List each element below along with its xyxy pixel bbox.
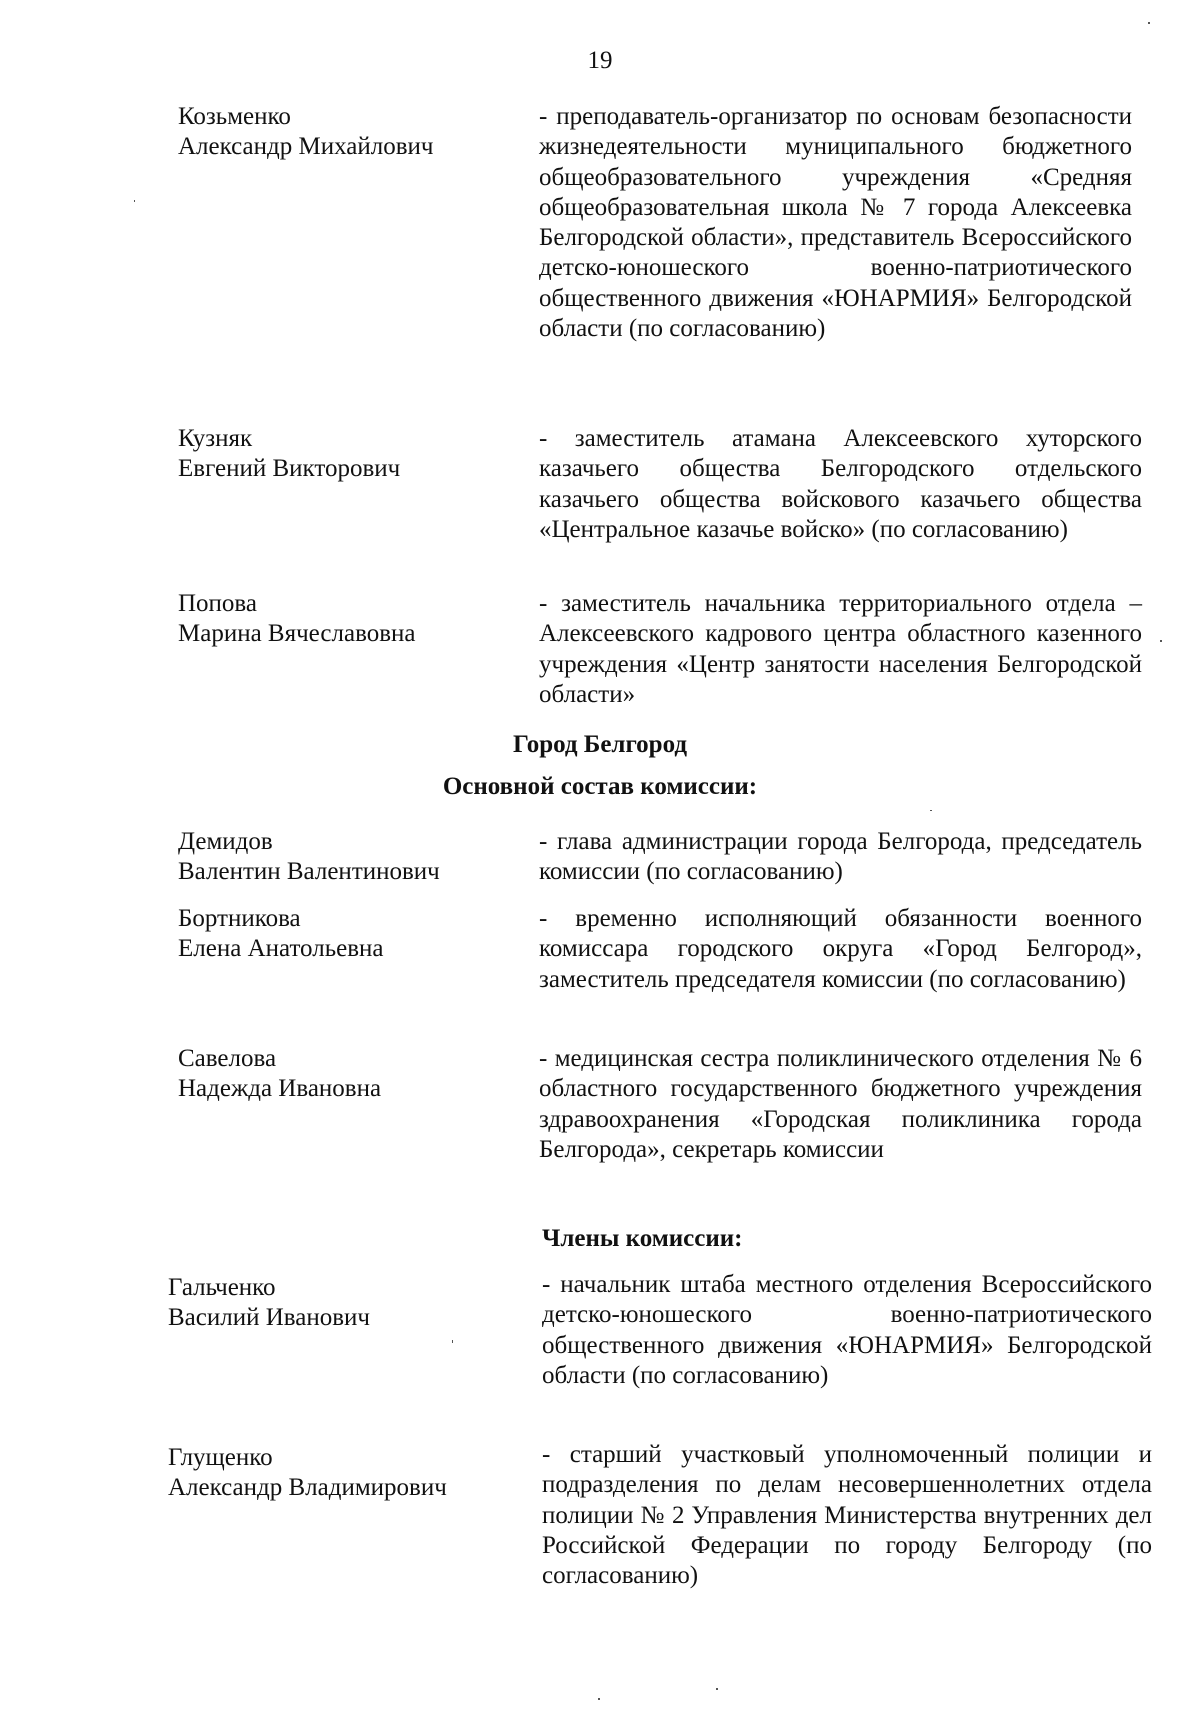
section-title: Город Белгород (513, 731, 687, 758)
person-name (178, 904, 383, 964)
scan-speck (930, 810, 932, 811)
given-names: Василий Иванович (168, 1304, 370, 1331)
person-role: - начальник штаба местного отделения Всероссийского детско-юношеского военно-патриотического общественного движения «ЮНАРМИЯ» Белгородской области (по согласованию) (542, 1271, 1152, 1389)
surname: Демидов (178, 828, 273, 855)
surname: Савелова (178, 1045, 277, 1072)
surname: Гальченко (168, 1274, 276, 1301)
given-names: Марина Вячеславовна (178, 620, 416, 647)
scan-speck (452, 1340, 453, 1343)
given-names: Александр Владимирович (168, 1474, 447, 1501)
given-names: Евгений Викторович (178, 455, 401, 482)
page-number: 19 (587, 47, 613, 74)
person-role: - старший участковый уполномоченный полиции и подразделения по делам несовершеннолетних отдела полиции № 2 Управления Министерства внутренних дел Российской Федерации по городу Белгороду (по согласованию) (542, 1441, 1152, 1590)
person-role: - заместитель атамана Алексеевского хуторского казачьего общества Белгородского отдельского казачьего общества войскового казачьего общества «Центральное казачье войско» (по согласованию) (539, 425, 1142, 543)
person-name (178, 589, 415, 649)
person-role: - медицинская сестра поликлинического отделения № 6 областного государственного бюджетного учреждения здравоохранения «Городская поликлиника города Белгорода», секретарь комиссии (539, 1045, 1142, 1163)
person-name (168, 1443, 447, 1503)
members-heading: Члены комиссии: (542, 1225, 743, 1252)
scan-speck (1148, 22, 1150, 24)
scan-speck (716, 1688, 718, 1690)
given-names: Надежда Ивановна (178, 1075, 382, 1102)
person-name (178, 827, 440, 887)
section-subtitle: Основной состав комиссии: (442, 773, 758, 800)
given-names: Валентин Валентинович (178, 858, 440, 885)
scan-speck (598, 1698, 600, 1700)
person-name (178, 102, 433, 162)
surname: Кузняк (178, 425, 253, 452)
person-name (178, 1044, 381, 1104)
given-names: Елена Анатольевна (178, 935, 384, 962)
person-role: - преподаватель-организатор по основам безопасности жизнедеятельности муниципального бюджетного общеобразовательного учреждения «Средняя общеобразовательная школа № 7 города Алексеевка Белгородской области», представитель Всероссийского детско-юношеского военно-патриотического общественного движения «ЮНАРМИЯ» Белгородской области (по согласованию) (539, 103, 1132, 343)
person-name (168, 1273, 370, 1333)
scan-speck (134, 200, 135, 202)
person-role: - глава администрации города Белгорода, председатель комиссии (по согласованию) (539, 828, 1142, 886)
surname: Попова (178, 590, 258, 617)
person-role: - заместитель начальника территориального отдела – Алексеевского кадрового центра областного казенного учреждения «Центр занятости населения Белгородской области» (539, 590, 1142, 708)
person-name (178, 424, 400, 484)
surname: Козьменко (178, 103, 291, 130)
surname: Бортникова (178, 905, 301, 932)
scan-speck (1160, 640, 1162, 642)
given-names: Александр Михайлович (178, 133, 434, 160)
person-role: - временно исполняющий обязанности военного комиссара городского округа «Город Белгород», заместитель председателя комиссии (по согласованию) (539, 905, 1142, 993)
surname: Глущенко (168, 1444, 273, 1471)
